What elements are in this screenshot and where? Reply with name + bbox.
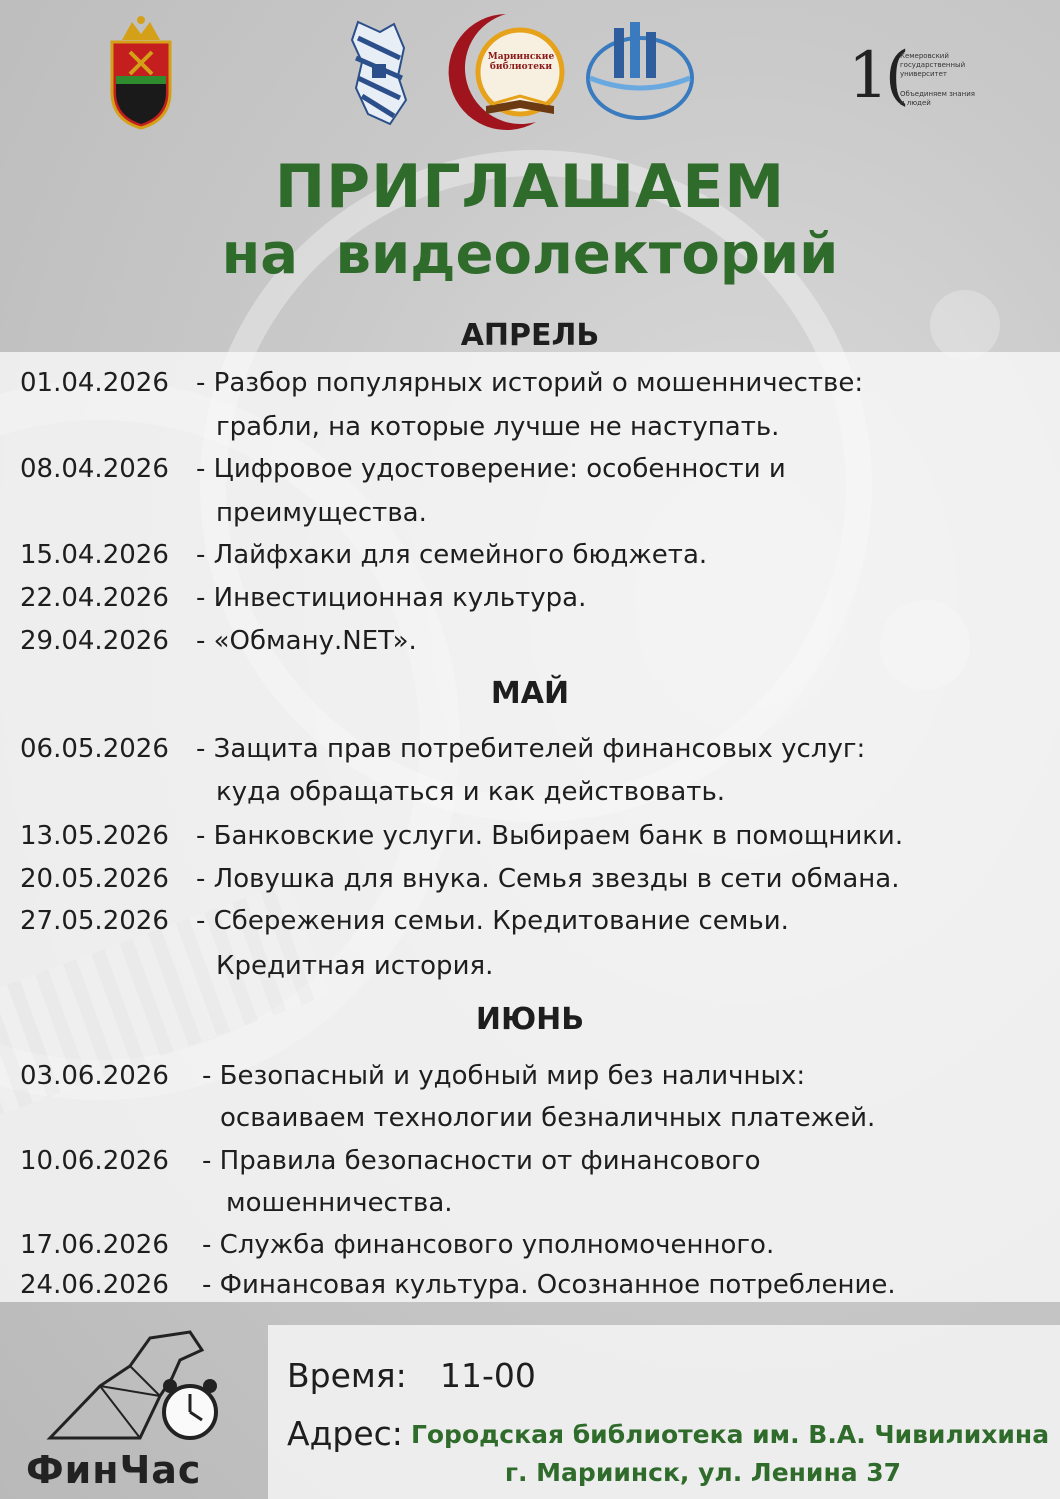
kuzbass-coat-of-arms-icon	[102, 12, 180, 130]
event-title: - Служба финансового уполномоченного.	[202, 1230, 775, 1260]
event-title: - Безопасный и удобный мир без наличных:	[202, 1061, 806, 1091]
list-item	[20, 534, 1040, 576]
list-item	[20, 1264, 1040, 1306]
list-item	[20, 900, 1040, 942]
list-item	[20, 1224, 1040, 1266]
address-line2: г. Мариинск, ул. Ленина 37	[504, 1458, 902, 1487]
event-date: 10.06.2026	[20, 1146, 169, 1176]
event-date: 03.06.2026	[20, 1061, 169, 1091]
event-date: 29.04.2026	[20, 626, 169, 656]
event-title: - Правила безопасности от финансового	[202, 1146, 761, 1176]
event-title-line2: мошенничества.	[226, 1188, 453, 1218]
event-date: 24.06.2026	[20, 1270, 169, 1300]
kemerovo-state-university-logo	[848, 38, 978, 128]
event-title-line2: куда обращаться и как действовать.	[216, 777, 726, 807]
event-date: 15.04.2026	[20, 540, 169, 570]
month-heading-june: ИЮНЬ	[475, 1002, 585, 1037]
event-date: 22.04.2026	[20, 583, 169, 613]
event-title: - Сбережения семьи. Кредитование семьи.	[196, 906, 789, 936]
event-title: - Финансовая культура. Осознанное потребление.	[202, 1270, 896, 1300]
event-date: 13.05.2026	[20, 821, 169, 851]
ksu-slogan: Объединяем знания и людей	[900, 90, 975, 107]
page-subtitle: на видеолекторий	[221, 222, 839, 287]
event-title: - «Обману.NET».	[196, 626, 417, 656]
list-item	[20, 815, 1040, 857]
event-title-line2: преимущества.	[216, 498, 427, 528]
list-item	[20, 448, 1040, 490]
event-title-line2: осваиваем технологии безналичных платежей.	[220, 1103, 876, 1133]
event-title: - Разбор популярных историй о мошенничестве:	[196, 368, 864, 398]
list-item	[20, 1055, 1040, 1097]
event-title: - Банковские услуги. Выбираем банк в помощники.	[196, 821, 904, 851]
event-title: - Защита прав потребителей финансовых услуг:	[196, 734, 866, 764]
event-date: 27.05.2026	[20, 906, 169, 936]
event-title-line2: Кредитная история.	[216, 951, 494, 981]
event-date: 06.05.2026	[20, 734, 169, 764]
list-item	[20, 728, 1040, 770]
list-item	[20, 362, 1040, 404]
event-date: 17.06.2026	[20, 1230, 169, 1260]
event-date: 08.04.2026	[20, 454, 169, 484]
list-item	[20, 577, 1040, 619]
event-title: - Ловушка для внука. Семья звезды в сети обмана.	[196, 864, 900, 894]
mariinsk-libraries-logo-text: Мариинские библиотеки	[487, 52, 555, 72]
finchas-logo-text: ФинЧас	[26, 1448, 202, 1492]
logos-row	[0, 0, 1060, 150]
address-line1: Городская библиотека им. В.А. Чивилихина	[410, 1420, 1050, 1449]
list-item	[20, 858, 1040, 900]
event-date: 20.05.2026	[20, 864, 169, 894]
finchas-dinosaur-clock-icon	[40, 1326, 230, 1448]
list-item	[20, 620, 1040, 662]
event-title-line2: грабли, на которые лучше не наступать.	[216, 412, 780, 442]
event-title: - Лайфхаки для семейного бюджета.	[196, 540, 708, 570]
list-item	[20, 1140, 1040, 1182]
fin-literacy-center-logo-icon	[584, 18, 696, 122]
event-date: 01.04.2026	[20, 368, 169, 398]
ksu-logo-mark: 1(	[848, 39, 906, 113]
time-label: Время:	[287, 1356, 407, 1395]
kemerovo-region-map-icon	[350, 18, 408, 128]
event-title: - Инвестиционная культура.	[196, 583, 587, 613]
page-title: ПРИГЛАШАЕМ	[274, 152, 786, 222]
time-value: 11-00	[440, 1356, 536, 1395]
address-label: Адрес:	[287, 1414, 403, 1453]
event-title: - Цифровое удостоверение: особенности и	[196, 454, 786, 484]
month-heading-april: АПРЕЛЬ	[460, 318, 600, 353]
ksu-name: Кемеровский государственный университет	[900, 52, 966, 78]
month-heading-may: МАЙ	[490, 676, 570, 711]
